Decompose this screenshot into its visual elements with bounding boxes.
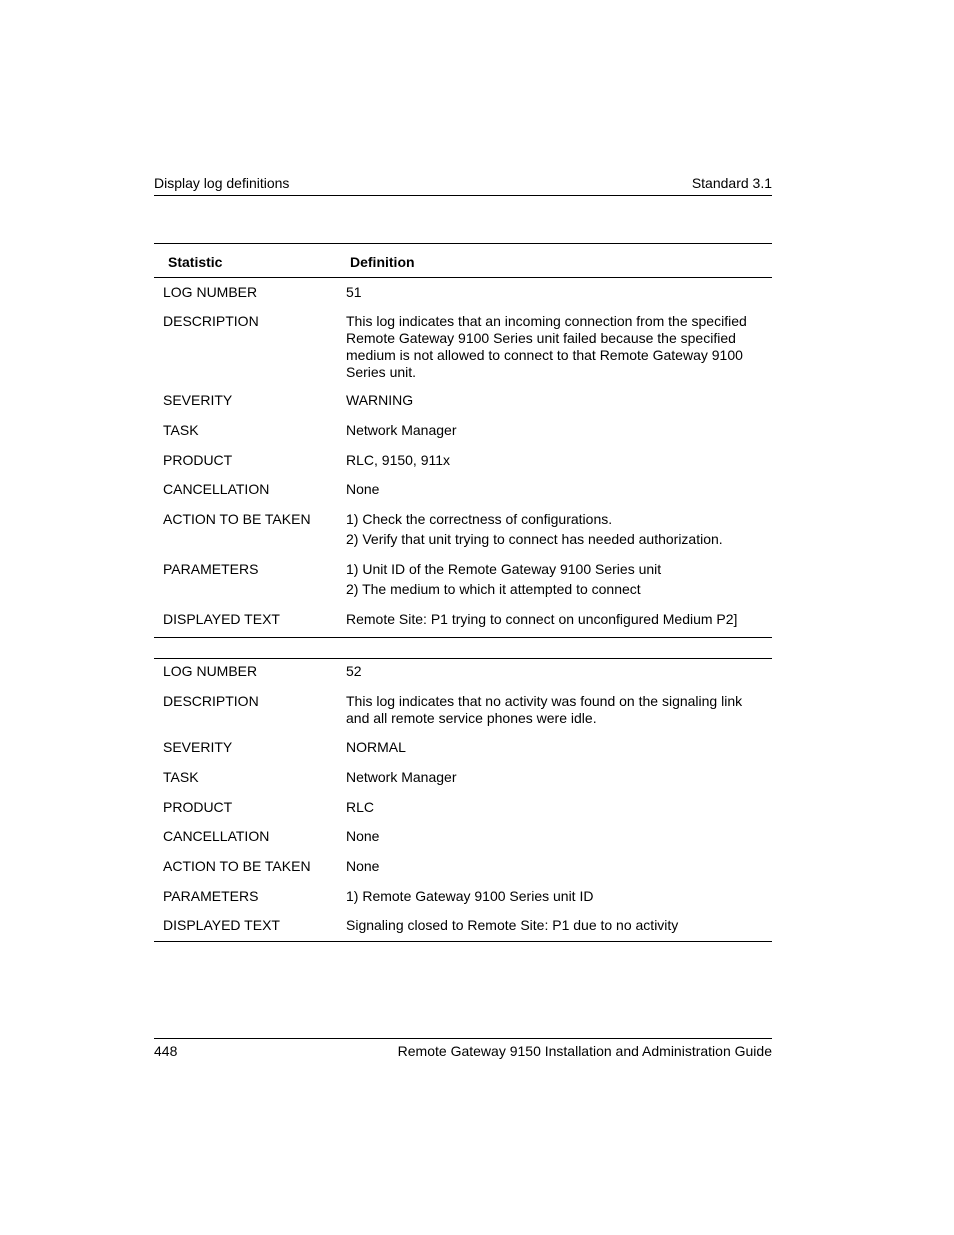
row-key: LOG NUMBER <box>163 284 258 300</box>
row-value: 1) Remote Gateway 9100 Series unit ID <box>346 888 594 904</box>
row-key: SEVERITY <box>163 739 233 755</box>
row-key: DESCRIPTION <box>163 313 259 329</box>
row-value: Network Manager <box>346 769 457 785</box>
page-header <box>154 175 772 196</box>
table-row <box>154 307 772 388</box>
row-value: RLC <box>346 799 375 815</box>
table-row <box>154 388 772 418</box>
table-row <box>154 735 772 765</box>
row-key: CANCELLATION <box>163 481 270 497</box>
table-header <box>154 244 772 278</box>
row-value: None <box>346 858 380 874</box>
log-table-51 <box>154 243 772 638</box>
row-key: SEVERITY <box>163 392 233 408</box>
table-row <box>154 795 772 824</box>
row-key: DISPLAYED TEXT <box>163 917 280 933</box>
table-row <box>154 278 772 307</box>
row-key: CANCELLATION <box>163 828 270 844</box>
row-key: DESCRIPTION <box>163 693 259 709</box>
table-row <box>154 854 772 884</box>
log-table-52 <box>154 658 772 942</box>
table-row <box>154 607 772 637</box>
row-key: PARAMETERS <box>163 561 259 577</box>
row-value: 1) Check the correctness of configurations. 2) Verify that unit trying to connect has needed authorization. <box>346 511 723 547</box>
page-number: 448 <box>154 1043 178 1059</box>
row-value: RLC, 9150, 911x <box>346 452 451 468</box>
table-row <box>154 765 772 795</box>
row-value: This log indicates that an incoming connection from the specified Remote Gateway 9100 Series unit failed because the specified medium is not allowed to connect to that Remote Gateway 9100 Series unit. <box>346 313 747 380</box>
column-header-statistic: Statistic <box>168 254 223 270</box>
document-title: Remote Gateway 9150 Installation and Administration Guide <box>397 1043 772 1059</box>
row-value: NORMAL <box>346 739 406 755</box>
row-key: PRODUCT <box>163 799 233 815</box>
row-value: This log indicates that no activity was found on the signaling link and all remote service phones were idle. <box>346 693 743 726</box>
row-key: TASK <box>163 769 199 785</box>
row-key: PARAMETERS <box>163 888 259 904</box>
row-value: None <box>346 481 380 497</box>
table-row <box>154 448 772 477</box>
row-key: DISPLAYED TEXT <box>163 611 280 627</box>
document-version: Standard 3.1 <box>691 175 772 191</box>
row-key: ACTION TO BE TAKEN <box>163 511 311 527</box>
row-value: Remote Site: P1 trying to connect on unconfigured Medium P2] <box>346 611 738 627</box>
table-row <box>154 477 772 507</box>
row-value: 51 <box>346 284 362 300</box>
row-key: PRODUCT <box>163 452 233 468</box>
table-row <box>154 659 772 689</box>
row-value: None <box>346 828 380 844</box>
table-row <box>154 913 772 941</box>
table-row <box>154 689 772 735</box>
column-header-definition: Definition <box>350 254 415 270</box>
table-row <box>154 507 772 557</box>
row-key: ACTION TO BE TAKEN <box>163 858 311 874</box>
table-row <box>154 824 772 854</box>
page-footer <box>154 1038 772 1061</box>
section-title: Display log definitions <box>154 175 290 191</box>
table-row <box>154 418 772 448</box>
table-row <box>154 557 772 607</box>
row-value: 1) Unit ID of the Remote Gateway 9100 Series unit 2) The medium to which it attempted to connect <box>346 561 662 597</box>
row-value: Signaling closed to Remote Site: P1 due to no activity <box>346 917 679 933</box>
row-value: Network Manager <box>346 422 457 438</box>
row-key: TASK <box>163 422 199 438</box>
table-row <box>154 884 772 913</box>
row-value: WARNING <box>346 392 414 408</box>
row-key: LOG NUMBER <box>163 663 258 679</box>
row-value: 52 <box>346 663 362 679</box>
